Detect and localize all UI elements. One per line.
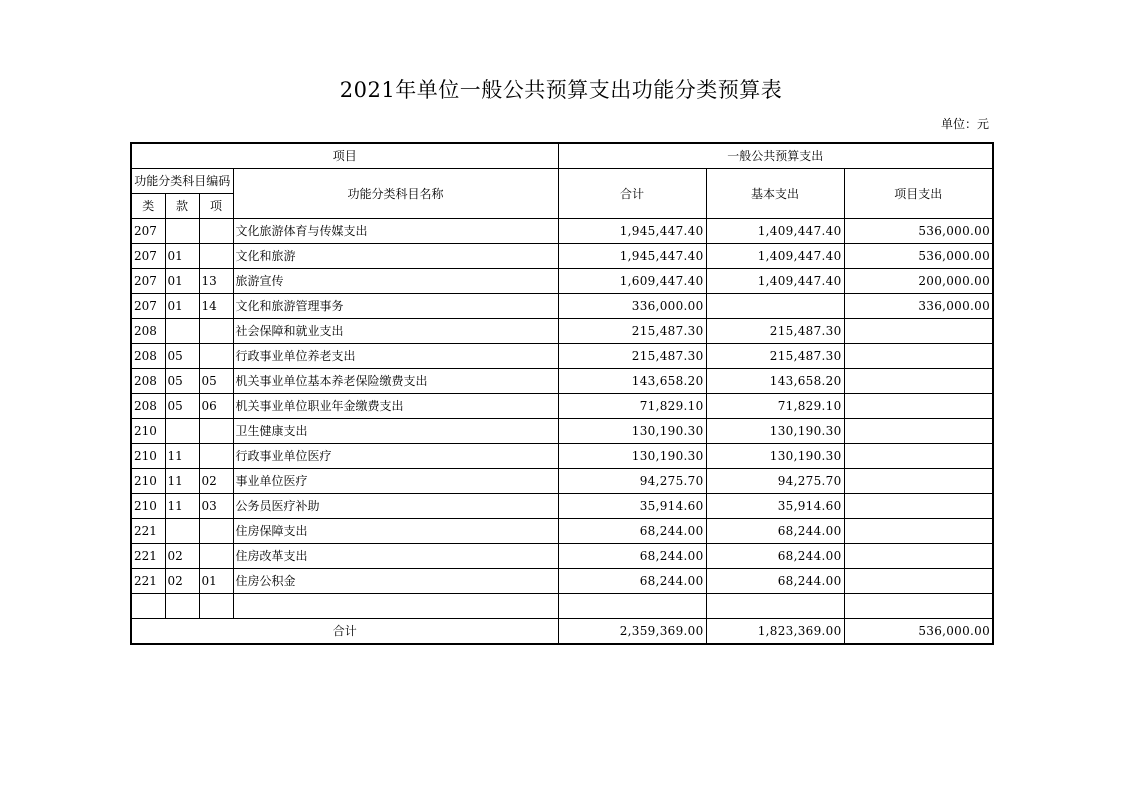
table-row: [131, 219, 993, 244]
cell-lei: 208: [131, 344, 165, 369]
cell-name: 文化和旅游管理事务: [233, 294, 558, 319]
cell-basic: 143,658.20: [706, 369, 844, 394]
cell-lei: 208: [131, 394, 165, 419]
cell-xiang: [199, 244, 233, 269]
cell-basic: 94,275.70: [706, 469, 844, 494]
cell-kuan: [165, 419, 199, 444]
cell-basic: 1,409,447.40: [706, 269, 844, 294]
cell-name: 住房保障支出: [233, 519, 558, 544]
cell-name: [233, 594, 558, 619]
header-total: 合计: [558, 169, 706, 219]
cell-xiang: 13: [199, 269, 233, 294]
header-expenditure: 一般公共预算支出: [558, 143, 993, 169]
cell-basic: [706, 594, 844, 619]
table-row: [131, 494, 993, 519]
cell-item: [844, 519, 993, 544]
cell-total: 1,945,447.40: [558, 219, 706, 244]
table-row: [131, 444, 993, 469]
cell-kuan: 05: [165, 344, 199, 369]
cell-total: 215,487.30: [558, 319, 706, 344]
cell-kuan: 11: [165, 494, 199, 519]
cell-xiang: 06: [199, 394, 233, 419]
table-row: [131, 544, 993, 569]
cell-name: 行政事业单位医疗: [233, 444, 558, 469]
cell-basic: 1,409,447.40: [706, 244, 844, 269]
cell-kuan: [165, 319, 199, 344]
page-title: 2021年单位一般公共预算支出功能分类预算表: [339, 78, 783, 102]
cell-xiang: 01: [199, 569, 233, 594]
cell-name: 文化旅游体育与传媒支出: [233, 219, 558, 244]
cell-kuan: 05: [165, 394, 199, 419]
cell-total: 68,244.00: [558, 569, 706, 594]
header-name: 功能分类科目名称: [233, 169, 558, 219]
header-row-2: [131, 169, 993, 194]
table-row: [131, 394, 993, 419]
summary-basic: 1,823,369.00: [706, 619, 844, 645]
cell-total: 94,275.70: [558, 469, 706, 494]
cell-total: 1,945,447.40: [558, 244, 706, 269]
cell-total: 215,487.30: [558, 344, 706, 369]
cell-name: 旅游宣传: [233, 269, 558, 294]
cell-basic: 68,244.00: [706, 569, 844, 594]
table-row: [131, 319, 993, 344]
cell-item: [844, 369, 993, 394]
cell-name: 机关事业单位职业年金缴费支出: [233, 394, 558, 419]
cell-total: 1,609,447.40: [558, 269, 706, 294]
table-row: [131, 269, 993, 294]
header-item: 项目支出: [844, 169, 993, 219]
cell-lei: 207: [131, 269, 165, 294]
cell-lei: 221: [131, 569, 165, 594]
cell-basic: 35,914.60: [706, 494, 844, 519]
cell-lei: 208: [131, 369, 165, 394]
cell-xiang: [199, 544, 233, 569]
cell-basic: 71,829.10: [706, 394, 844, 419]
table-row: [131, 469, 993, 494]
cell-name: 机关事业单位基本养老保险缴费支出: [233, 369, 558, 394]
cell-xiang: [199, 594, 233, 619]
summary-total: 2,359,369.00: [558, 619, 706, 645]
cell-kuan: [165, 594, 199, 619]
cell-item: [844, 494, 993, 519]
cell-total: [558, 594, 706, 619]
cell-lei: 221: [131, 544, 165, 569]
cell-total: 336,000.00: [558, 294, 706, 319]
cell-basic: [706, 294, 844, 319]
header-kuan: 款: [165, 194, 199, 219]
cell-name: 公务员医疗补助: [233, 494, 558, 519]
cell-kuan: 02: [165, 569, 199, 594]
cell-item: [844, 344, 993, 369]
summary-item: 536,000.00: [844, 619, 993, 645]
cell-kuan: 05: [165, 369, 199, 394]
budget-table: [130, 142, 994, 645]
cell-item: [844, 544, 993, 569]
table-row: [131, 344, 993, 369]
cell-item: 536,000.00: [844, 244, 993, 269]
cell-xiang: [199, 219, 233, 244]
header-project: 项目: [131, 143, 558, 169]
header-basic: 基本支出: [706, 169, 844, 219]
cell-item: [844, 569, 993, 594]
cell-item: 336,000.00: [844, 294, 993, 319]
table-row: [131, 294, 993, 319]
cell-lei: 207: [131, 219, 165, 244]
cell-name: 住房公积金: [233, 569, 558, 594]
cell-basic: 215,487.30: [706, 344, 844, 369]
summary-label: 合计: [131, 619, 558, 645]
cell-name: 事业单位医疗: [233, 469, 558, 494]
cell-name: 行政事业单位养老支出: [233, 344, 558, 369]
cell-total: 68,244.00: [558, 544, 706, 569]
cell-lei: 210: [131, 444, 165, 469]
cell-item: [844, 444, 993, 469]
cell-lei: 210: [131, 469, 165, 494]
cell-basic: 130,190.30: [706, 444, 844, 469]
cell-kuan: 01: [165, 294, 199, 319]
table-row: [131, 419, 993, 444]
cell-name: 文化和旅游: [233, 244, 558, 269]
cell-kuan: 11: [165, 444, 199, 469]
cell-xiang: 05: [199, 369, 233, 394]
cell-kuan: 01: [165, 244, 199, 269]
cell-item: [844, 469, 993, 494]
header-xiang: 项: [199, 194, 233, 219]
cell-basic: 215,487.30: [706, 319, 844, 344]
cell-lei: 207: [131, 244, 165, 269]
header-lei: 类: [131, 194, 165, 219]
cell-total: 130,190.30: [558, 419, 706, 444]
cell-item: 536,000.00: [844, 219, 993, 244]
cell-xiang: [199, 519, 233, 544]
summary-row: [131, 619, 993, 645]
cell-xiang: 03: [199, 494, 233, 519]
cell-item: [844, 394, 993, 419]
cell-total: 143,658.20: [558, 369, 706, 394]
cell-kuan: [165, 519, 199, 544]
cell-basic: 68,244.00: [706, 544, 844, 569]
cell-name: 社会保障和就业支出: [233, 319, 558, 344]
cell-kuan: [165, 219, 199, 244]
cell-lei: 210: [131, 419, 165, 444]
cell-lei: 207: [131, 294, 165, 319]
cell-xiang: [199, 344, 233, 369]
unit-label: 单位：元: [940, 117, 989, 131]
cell-total: 130,190.30: [558, 444, 706, 469]
cell-xiang: [199, 419, 233, 444]
cell-xiang: [199, 444, 233, 469]
cell-basic: 68,244.00: [706, 519, 844, 544]
table-row: [131, 369, 993, 394]
cell-item: [844, 419, 993, 444]
cell-xiang: 02: [199, 469, 233, 494]
cell-total: 68,244.00: [558, 519, 706, 544]
cell-total: 71,829.10: [558, 394, 706, 419]
table-row: [131, 569, 993, 594]
cell-lei: 210: [131, 494, 165, 519]
cell-name: 住房改革支出: [233, 544, 558, 569]
table-row: [131, 594, 993, 619]
cell-basic: 1,409,447.40: [706, 219, 844, 244]
cell-kuan: 01: [165, 269, 199, 294]
cell-lei: 221: [131, 519, 165, 544]
cell-kuan: 11: [165, 469, 199, 494]
cell-total: 35,914.60: [558, 494, 706, 519]
cell-kuan: 02: [165, 544, 199, 569]
table-row: [131, 519, 993, 544]
header-row-1: [131, 143, 993, 169]
cell-item: 200,000.00: [844, 269, 993, 294]
cell-item: [844, 319, 993, 344]
cell-xiang: [199, 319, 233, 344]
cell-lei: [131, 594, 165, 619]
cell-name: 卫生健康支出: [233, 419, 558, 444]
cell-item: [844, 594, 993, 619]
cell-basic: 130,190.30: [706, 419, 844, 444]
header-code-group: 功能分类科目编码: [131, 169, 233, 194]
cell-xiang: 14: [199, 294, 233, 319]
cell-lei: 208: [131, 319, 165, 344]
table-row: [131, 244, 993, 269]
